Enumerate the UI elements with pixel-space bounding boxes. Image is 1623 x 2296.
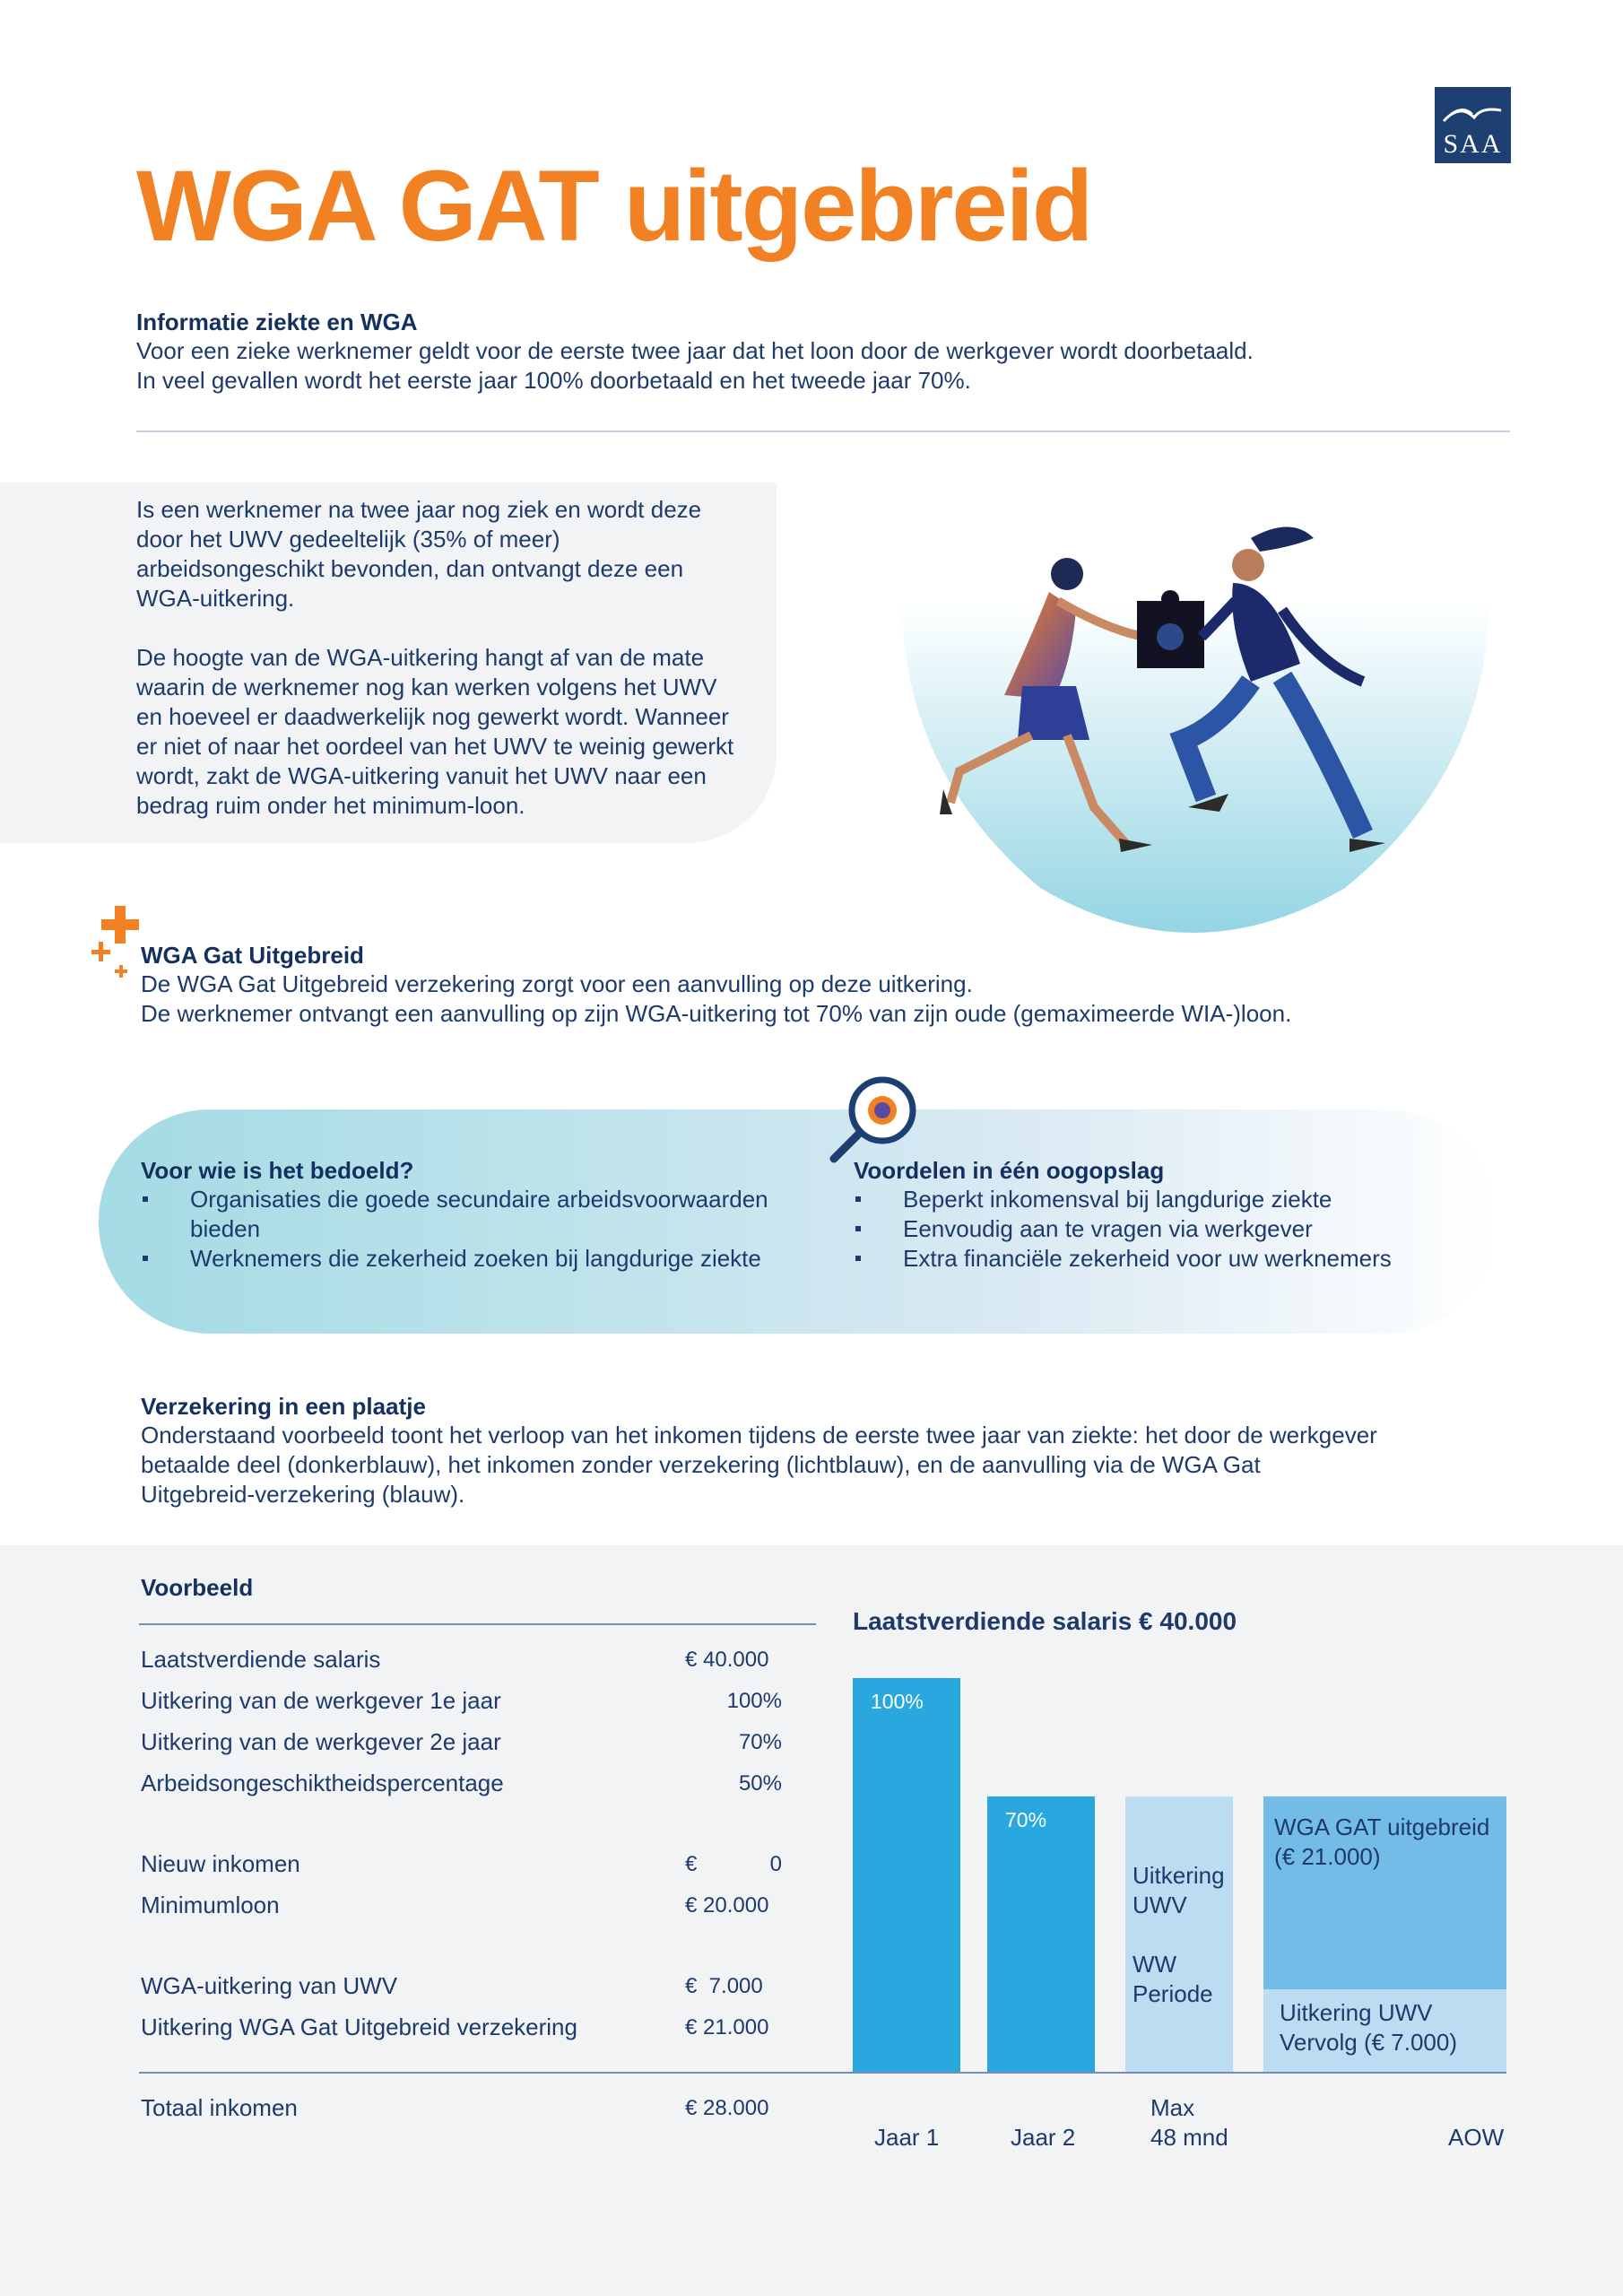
plaatje-line: Uitgebreid-verzekering (blauw).	[141, 1481, 465, 1508]
bar-data-label: 70%	[1005, 1807, 1047, 1831]
gat-heading: WGA Gat Uitgebreid	[141, 942, 364, 969]
example-row-label: WGA-uitkering van UWV	[141, 1972, 398, 1999]
example-heading: Voorbeeld	[141, 1574, 254, 1601]
puzzle-illustration	[897, 502, 1497, 951]
bar-data-label: Uitkering UWV WW Periode	[1133, 1861, 1225, 2007]
example-row-value: € 20.000	[685, 1893, 769, 1918]
bar-data-label: WGA GAT uitgebreid (€ 21.000)	[1274, 1813, 1490, 1870]
plaatje-heading: Verzekering in een plaatje	[141, 1393, 426, 1420]
info-line: In veel gevallen wordt het eerste jaar 100% doorbetaald en het tweede jaar 70%.	[136, 367, 971, 394]
intro-paragraph: De hoogte van de WGA-uitkering hangt af van de mate waarin de werknemer nog kan werken volgens het UWV en hoeveel er daadwerkelijk nog gewerkt wordt. Wanneer er niet of naar het oordeel van het UWV te weinig gewerkt wordt, zakt de WGA-uitkering vanuit het UWV naar een bedrag ruim onder het minimum-loon.	[136, 644, 734, 819]
example-row-value: 50%	[738, 1771, 782, 1796]
amount: 0	[769, 1852, 782, 1876]
chart-title: Laatstverdiende salaris € 40.000	[853, 1607, 1237, 1635]
benefits-item: Beperkt inkomensval bij langdurige ziekte	[854, 1185, 1499, 1214]
benefits-item: Eenvoudig aan te vragen via werkgever	[854, 1214, 1499, 1244]
gat-line: De WGA Gat Uitgebreid verzekering zorgt voor een aanvulling op deze uitkering.	[141, 970, 973, 997]
divider	[139, 1623, 816, 1625]
audience-column	[141, 1157, 768, 1274]
example-row-label: Uitkering WGA Gat Uitgebreid verzekering	[141, 2013, 577, 2040]
example-row-value: € 21.000	[685, 2015, 769, 2039]
benefits-item: Extra financiële zekerheid voor uw werknemers	[854, 1244, 1499, 1274]
x-tick-label: Jaar 2	[1011, 2124, 1076, 2151]
bar-data-label: 100%	[871, 1690, 924, 1713]
page-title: WGA GAT uitgebreid	[136, 150, 1092, 262]
bar-data-label: Uitkering UWV Vervolg (€ 7.000)	[1280, 1998, 1458, 2056]
example-row-value: € 40.000	[685, 1648, 769, 1672]
example-row-label: Uitkering van de werkgever 1e jaar	[141, 1687, 501, 1714]
info-heading: Informatie ziekte en WGA	[136, 309, 418, 335]
plaatje-section	[141, 1393, 1486, 1509]
currency-symbol: €	[685, 1852, 698, 1876]
x-tick-label: Jaar 1	[874, 2124, 940, 2151]
divider	[136, 430, 1510, 432]
saa-logo	[1435, 87, 1511, 163]
x-tick-label: AOW	[1448, 2124, 1505, 2151]
gat-line: De werknemer ontvangt een aanvulling op zijn WGA-uitkering tot 70% van zijn oude (gemaximeerde WIA-)loon.	[141, 1000, 1292, 1027]
example-row-label: Uitkering van de werkgever 2e jaar	[141, 1728, 501, 1755]
chart-bar	[987, 1796, 1095, 2072]
info-line: Voor een zieke werknemer geldt voor de eerste twee jaar dat het loon door de werkgever wordt doorbetaald.	[136, 337, 1254, 364]
x-tick-label: Max 48 mnd	[1150, 2094, 1228, 2151]
example-row-label: Laatstverdiende salaris	[141, 1646, 381, 1673]
chart-bar	[853, 1678, 960, 2072]
divider	[139, 2072, 1506, 2074]
plaatje-line: Onderstaand voorbeeld toont het verloop van het inkomen tijdens de eerste twee jaar van ziekte: het door de werkgever	[141, 1422, 1377, 1448]
intro-paragraph: Is een werknemer na twee jaar nog ziek en wordt deze door het UWV gedeeltelijk (35% of meer) arbeidsongeschikt bevonden, dan ontvangt deze een WGA-uitkering.	[136, 496, 702, 612]
gat-section	[141, 942, 1486, 1029]
audience-item: Organisaties die goede secundaire arbeidsvoorwaarden bieden	[141, 1185, 768, 1244]
example-row-value: 70%	[738, 1730, 782, 1754]
example-row-value: € 7.000	[685, 1974, 763, 1998]
plaatje-line: betaalde deel (donkerblauw), het inkomen zonder verzekering (lichtblauw), en de aanvulling via de WGA Gat	[141, 1451, 1261, 1478]
logo-text: SAA	[1443, 129, 1503, 159]
benefits-column	[854, 1157, 1499, 1274]
audience-item: Werknemers die zekerheid zoeken bij langdurige ziekte	[141, 1244, 768, 1274]
example-row-label: Minimumloon	[141, 1892, 280, 1918]
total-label: Totaal inkomen	[141, 2094, 298, 2121]
total-value: € 28.000	[685, 2096, 769, 2120]
example-row-value: 100%	[726, 1689, 782, 1713]
intro-text	[136, 495, 746, 850]
benefits-heading: Voordelen in één oogopslag	[854, 1157, 1165, 1184]
example-row-value	[685, 1852, 782, 1877]
example-row-label: Arbeidsongeschiktheidspercentage	[141, 1770, 504, 1796]
audience-heading: Voor wie is het bedoeld?	[141, 1157, 414, 1184]
example-row-label: Nieuw inkomen	[141, 1850, 300, 1877]
info-section	[136, 309, 1526, 396]
